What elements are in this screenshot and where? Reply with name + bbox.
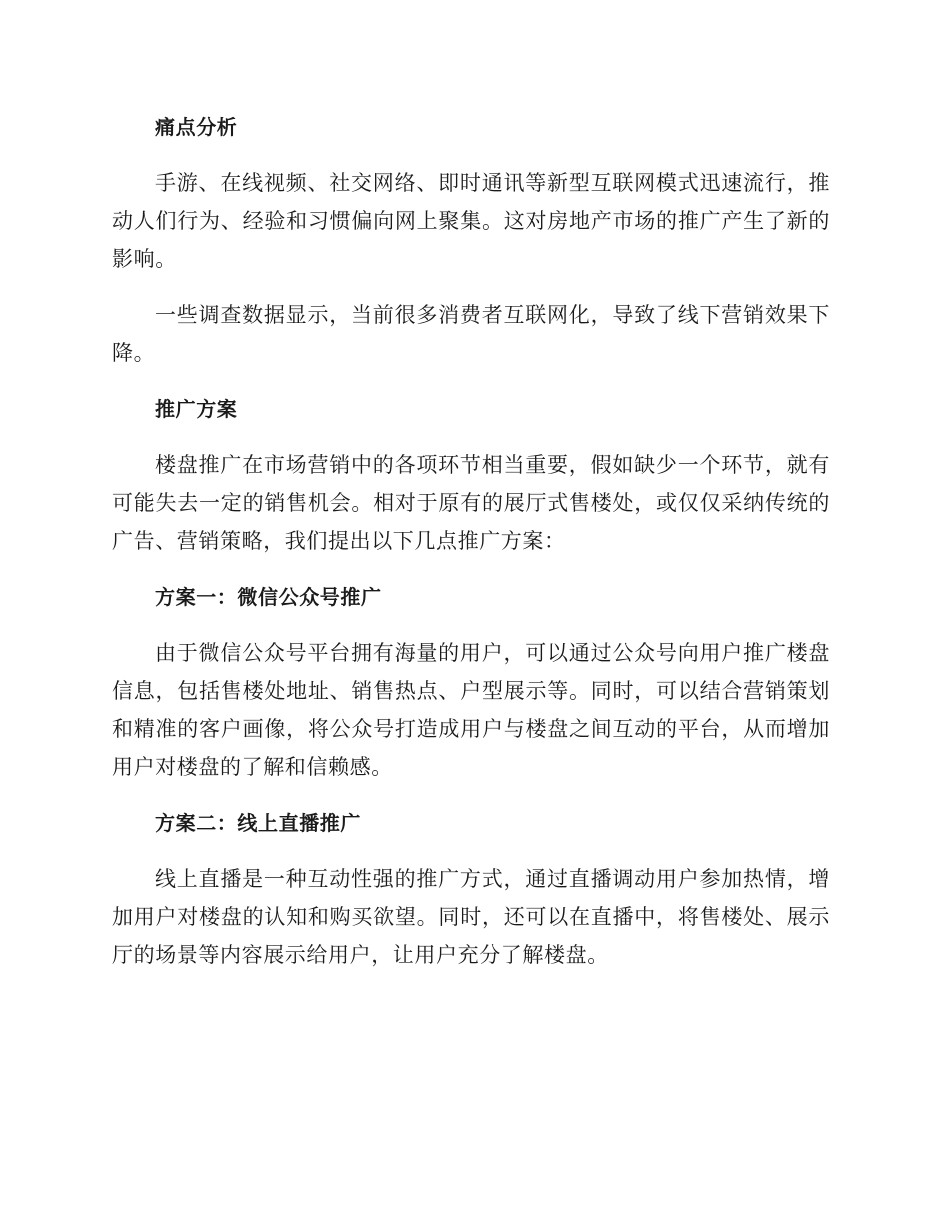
paragraph: 线上直播是一种互动性强的推广方式，通过直播调动用户参加热情，增加用户对楼盘的认知和购买欲望。同时，还可以在直播中，将售楼处、展示厅的场景等内容展示给用户，让用户充分了解楼盘。 [112,867,830,967]
paragraph: 楼盘推广在市场营销中的各项环节相当重要，假如缺少一个环节，就有可能失去一定的销售机会。相对于原有的展厅式售楼处，或仅仅采纳传统的广告、营销策略，我们提出以下几点推广方案： [112,453,830,553]
document-page [112,108,830,992]
section-heading-pain-points: 痛点分析 [155,115,238,139]
paragraph: 一些调查数据显示，当前很多消费者互联网化，导致了线下营销效果下降。 [112,303,830,365]
section-heading-plan-one: 方案一：微信公众号推广 [155,585,382,609]
section-heading-promotion-plan: 推广方案 [155,397,238,421]
paragraph: 由于微信公众号平台拥有海量的用户，可以通过公众号向用户推广楼盘信息，包括售楼处地址、销售热点、户型展示等。同时，可以结合营销策划和精准的客户画像，将公众号打造成用户与楼盘之间互动的平台，从而增加用户对楼盘的了解和信赖感。 [112,641,830,779]
section-heading-plan-two: 方案二：线上直播推广 [155,811,361,835]
paragraph: 手游、在线视频、社交网络、即时通讯等新型互联网模式迅速流行，推动人们行为、经验和习惯偏向网上聚集。这对房地产市场的推广产生了新的影响。 [112,171,830,271]
